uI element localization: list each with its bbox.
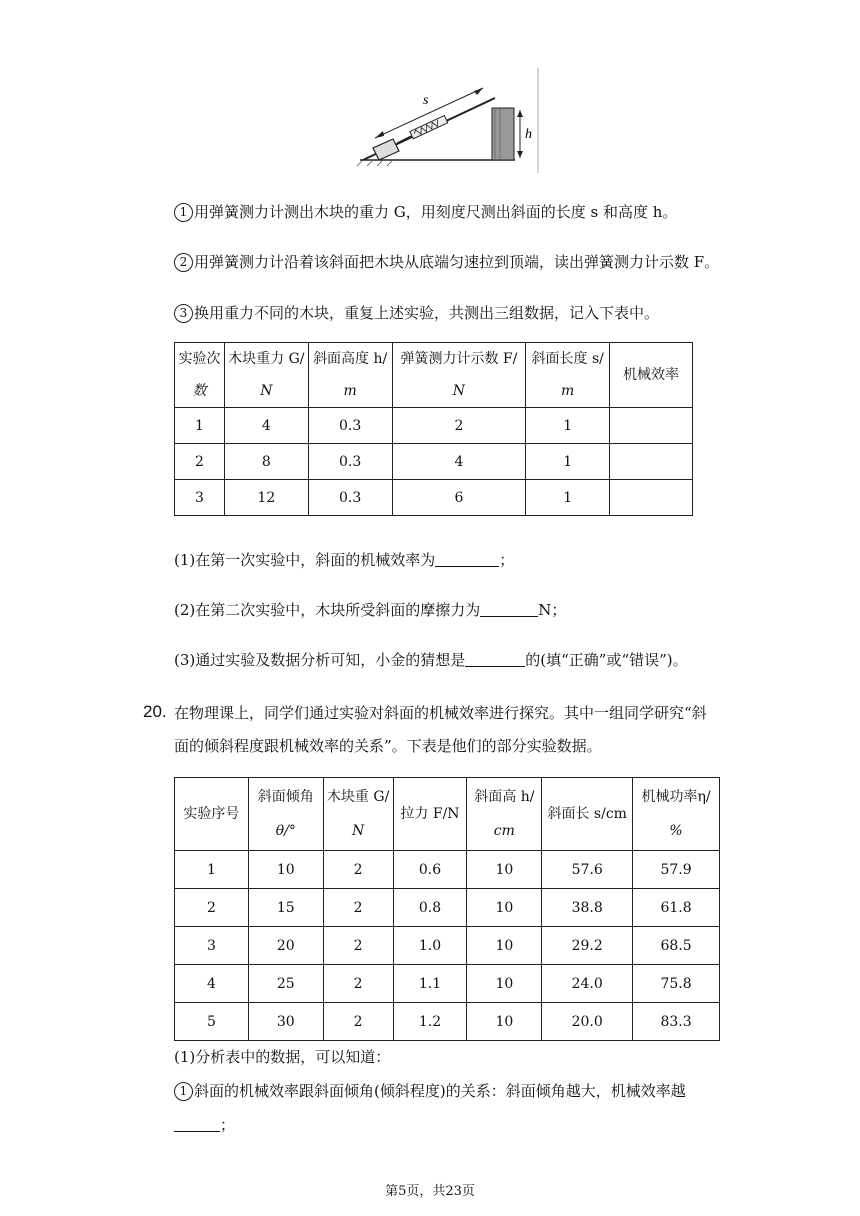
table-cell: 57.6 (542, 851, 633, 889)
header-cell: 斜面长度 s/ m (526, 343, 610, 408)
table-cell (610, 408, 693, 444)
table-cell: 2 (323, 927, 393, 965)
table-cell: 3 (175, 927, 249, 965)
table-row (175, 965, 720, 1003)
table-cell: 57.9 (633, 851, 720, 889)
header-cell: 机械功率η/ % (633, 778, 720, 851)
question-number: 20. (143, 702, 167, 721)
header-cell: 实验次 数 (175, 343, 225, 408)
header-cell: 斜面高 h/ cm (467, 778, 542, 851)
table-cell: 29.2 (542, 927, 633, 965)
table-cell: 2 (323, 965, 393, 1003)
table-cell: 2 (323, 1003, 393, 1041)
question-1-2: (2)在第二次实验中，木块所受斜面的摩擦力为 N； (174, 601, 567, 619)
table-header-row (175, 343, 693, 408)
circled-number: 3 (174, 304, 193, 323)
table-cell: 12 (224, 480, 308, 516)
table-cell: 4 (224, 408, 308, 444)
table-cell: 1 (175, 851, 249, 889)
table-cell: 2 (323, 851, 393, 889)
table-cell: 1.2 (393, 1003, 467, 1041)
question-20-line-1: 在物理课上，同学们通过实验对斜面的机械效率进行探究。其中一组同学研究“斜 (174, 704, 707, 722)
label-h: h (525, 127, 532, 142)
table-cell: 61.8 (633, 889, 720, 927)
table-cell: 10 (467, 851, 542, 889)
question-20-line-2: 面的倾斜程度跟机械效率的关系”。下表是他们的部分实验数据。 (174, 737, 602, 755)
table-cell: 30 (248, 1003, 323, 1041)
analysis-intro: (1)分析表中的数据，可以知道： (174, 1048, 391, 1066)
step-1 (174, 201, 677, 223)
step-text: 换用重力不同的木块，重复上述实验，共测出三组数据，记入下表中。 (194, 304, 660, 322)
answer-blank[interactable] (174, 1117, 220, 1132)
header-cell: 木块重 G/ N (323, 778, 393, 851)
table-row (175, 927, 720, 965)
analysis-item: 1 斜面的机械效率跟斜面倾角(倾斜程度)的关系：斜面倾角越大，机械效率越 (174, 1080, 686, 1102)
step-3 (174, 302, 659, 324)
table-cell: 1.1 (393, 965, 467, 1003)
table-cell: 1.0 (393, 927, 467, 965)
circled-number: 1 (174, 203, 193, 222)
table-cell: 0.3 (308, 408, 392, 444)
table-cell: 0.6 (393, 851, 467, 889)
analysis-blank-line: ； (174, 1114, 235, 1136)
answer-blank[interactable] (435, 552, 499, 567)
table-cell: 2 (175, 889, 249, 927)
table-cell: 6 (392, 480, 526, 516)
label-s: s (423, 93, 429, 108)
table-cell: 3 (175, 480, 225, 516)
table-cell: 2 (392, 408, 526, 444)
table-row (175, 444, 693, 480)
header-cell: 斜面长 s/cm (542, 778, 633, 851)
header-cell: 机械效率 (610, 343, 693, 408)
table-cell: 4 (392, 444, 526, 480)
table-cell: 10 (467, 1003, 542, 1041)
circled-number: 2 (174, 253, 193, 272)
table-cell: 1 (526, 408, 610, 444)
question-1-1: (1)在第一次实验中，斜面的机械效率为 ； (174, 551, 515, 569)
table-cell: 20 (248, 927, 323, 965)
table-cell: 8 (224, 444, 308, 480)
table-cell: 10 (248, 851, 323, 889)
table-cell: 4 (175, 965, 249, 1003)
answer-blank[interactable] (465, 652, 525, 667)
table-cell: 1 (526, 444, 610, 480)
table-cell (610, 480, 693, 516)
data-table-2 (174, 777, 720, 1041)
step-2 (174, 251, 719, 273)
header-cell: 斜面倾角 θ/° (248, 778, 323, 851)
table-row (175, 408, 693, 444)
table-cell: 24.0 (542, 965, 633, 1003)
table-cell: 20.0 (542, 1003, 633, 1041)
table-cell: 83.3 (633, 1003, 720, 1041)
table-cell: 0.8 (393, 889, 467, 927)
data-table-1 (174, 342, 693, 516)
page-footer: 第5页，共23页 (385, 1184, 475, 1199)
question-1-3: (3)通过实验及数据分析可知，小金的猜想是 的(填“正确”或“错误”)。 (174, 651, 688, 669)
step-text: 用弹簧测力计测出木块的重力 G，用刻度尺测出斜面的长度 s 和高度 h。 (194, 203, 678, 221)
table-header-row (175, 778, 720, 851)
table-cell: 2 (175, 444, 225, 480)
table-cell: 2 (323, 889, 393, 927)
table-cell: 1 (526, 480, 610, 516)
table-cell: 75.8 (633, 965, 720, 1003)
inclined-plane-figure (355, 68, 545, 178)
answer-blank[interactable] (480, 602, 538, 617)
table-cell: 1 (175, 408, 225, 444)
step-text: 用弹簧测力计沿着该斜面把木块从底端匀速拉到顶端，读出弹簧测力计示数 F。 (194, 253, 720, 271)
header-cell: 斜面高度 h/ m (308, 343, 392, 408)
table-cell: 38.8 (542, 889, 633, 927)
table-cell: 10 (467, 889, 542, 927)
table-cell: 10 (467, 927, 542, 965)
table-cell: 0.3 (308, 480, 392, 516)
header-cell: 拉力 F/N (393, 778, 467, 851)
table-row (175, 851, 720, 889)
header-cell: 弹簧测力计示数 F/ N (392, 343, 526, 408)
table-row (175, 889, 720, 927)
header-cell: 实验序号 (175, 778, 249, 851)
table-cell: 10 (467, 965, 542, 1003)
table-cell: 25 (248, 965, 323, 1003)
table-cell: 15 (248, 889, 323, 927)
table-cell (610, 444, 693, 480)
table-row (175, 480, 693, 516)
circled-number: 1 (174, 1082, 193, 1101)
table-cell: 68.5 (633, 927, 720, 965)
table-cell: 0.3 (308, 444, 392, 480)
table-cell: 5 (175, 1003, 249, 1041)
table-row (175, 1003, 720, 1041)
header-cell: 木块重力 G/ N (224, 343, 308, 408)
